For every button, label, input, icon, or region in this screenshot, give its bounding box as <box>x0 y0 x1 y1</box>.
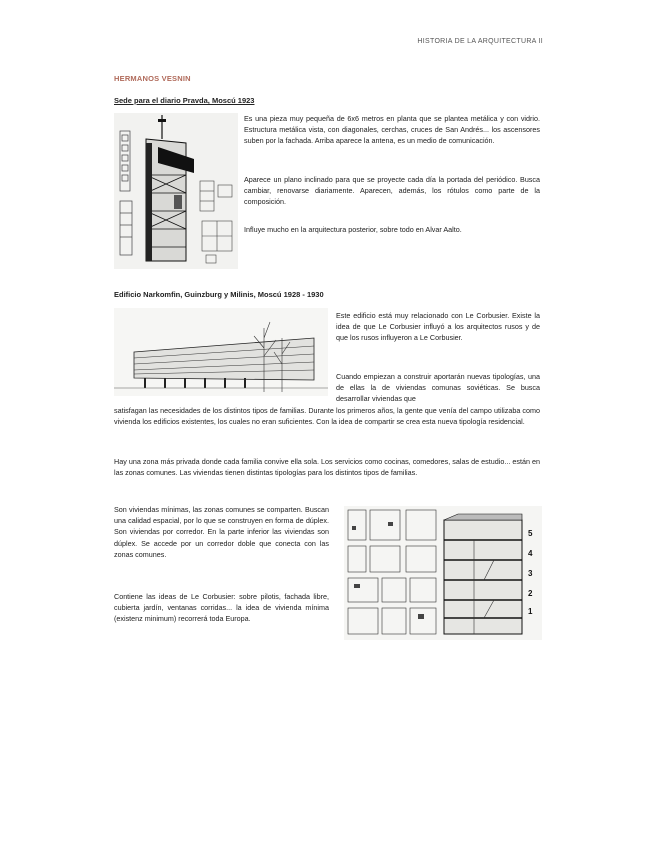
pravda-subtitle: Sede para el diario Pravda, Moscú 1923 <box>114 96 255 105</box>
section-level-5: 5 <box>528 529 533 538</box>
narkomfin-plans-sketch <box>344 506 542 640</box>
narkomfin-paragraph-5: Contiene las ideas de Le Corbusier: sobre pilotis, fachada libre, cubierta jardín, ventanas corridas... la idea de vivienda mínima (existenz minimum) recorrerá toda Europa. <box>114 592 329 624</box>
narkomfin-paragraph-2b: satisfagan las necesidades de los distintos tipos de familias. Durante los primeros años, la gente que venía del campo utilizaba como vivienda los edificios existentes, los cuales no eran suficientes. Con la idea de compartir se crea esta nueva tipología residencial. <box>114 406 540 427</box>
pravda-paragraph-1: Es una pieza muy pequeña de 6x6 metros en planta que se plantea metálica y con vidrio. Estructura metálica vista, con diagonales, cerchas, cruces de San Andrés... los ascensores suben por la fachada. Arriba aparece la antena, es un medio de comunicación. <box>244 114 540 146</box>
narkomfin-paragraph-4: Son viviendas mínimas, las zonas comunes se comparten. Buscan una calidad espacial, por lo que se construyen en forma de dúplex. Son viviendas por corredor. En la parte inferior las viviendas son dúplex. Se accede por un corredor doble que conecta con las zonas comunes. <box>114 505 329 559</box>
section-level-4: 4 <box>528 549 533 558</box>
pravda-drawing-image <box>114 113 238 269</box>
section-level-3: 3 <box>528 569 533 578</box>
narkomfin-perspective-image <box>114 308 328 396</box>
narkomfin-building-sketch <box>114 308 328 396</box>
pravda-paragraph-3: Influye mucho en la arquitectura posterior, sobre todo en Alvar Aalto. <box>244 225 462 234</box>
narkomfin-paragraph-3: Hay una zona más privada donde cada familia convive ella sola. Los servicios como cocinas, comedores, salas de estudio... están en las zonas comunes. Las viviendas tienen distintas tipologías para los distintos tipos de familias. <box>114 457 540 478</box>
narkomfin-plans-section-image <box>344 506 542 640</box>
pravda-tower-sketch <box>114 113 238 269</box>
narkomfin-subtitle: Edificio Narkomfin, Guinzburg y Milinis, Moscú 1928 - 1930 <box>114 290 324 299</box>
narkomfin-paragraph-2a: Cuando empiezan a construir aportarán nuevas tipologías, una de ellas la de viviendas comunas soviéticas. Se busca desarrollar viviendas que <box>336 372 540 404</box>
narkomfin-paragraph-1: Este edificio está muy relacionado con Le Corbusier. Existe la idea de que Le Corbusier influyó a los arquitectos rusos y de que los rusos influyeron a Le Corbusier. <box>336 311 540 343</box>
running-header: HISTORIA DE LA ARQUITECTURA II <box>417 38 543 45</box>
section-title: HERMANOS VESNIN <box>114 74 191 83</box>
section-level-1: 1 <box>528 607 533 616</box>
section-level-2: 2 <box>528 589 533 598</box>
pravda-paragraph-2: Aparece un plano inclinado para que se proyecte cada día la portada del periódico. Busca cambiar, renovarse diariamente. Aparecen, además, los rótulos como parte de la composición. <box>244 175 540 207</box>
